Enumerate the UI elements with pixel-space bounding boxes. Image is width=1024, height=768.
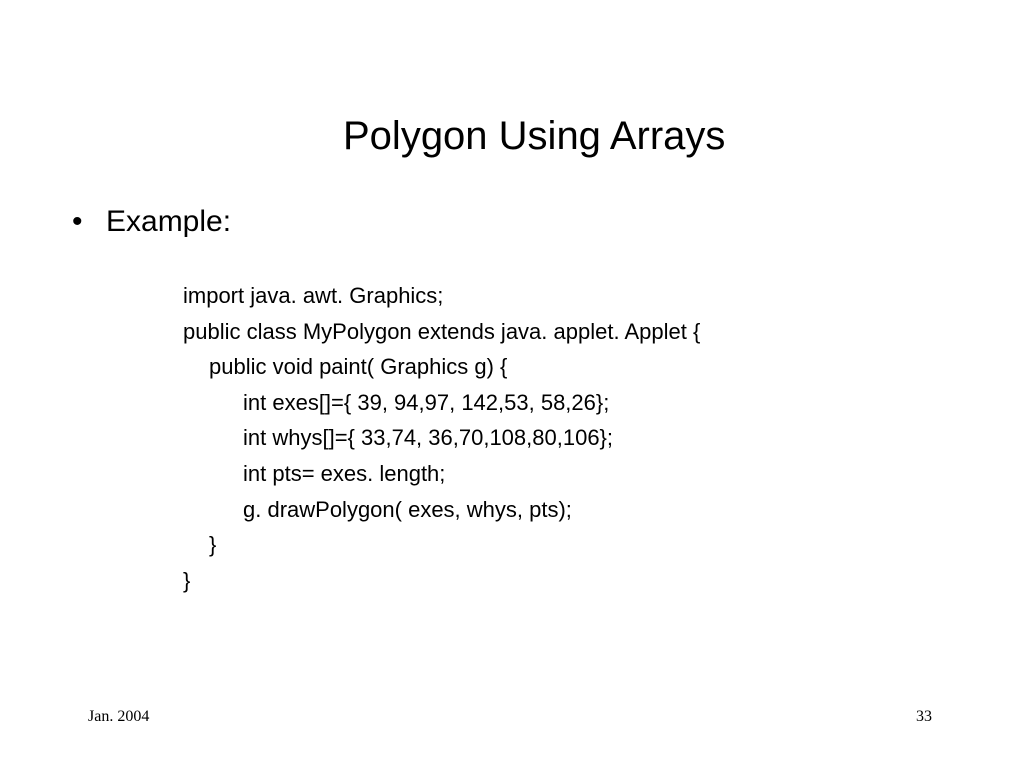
code-line-method-close: } [209,532,217,558]
bullet-item [72,200,231,244]
code-line-method-decl: public void paint( Graphics g) { [209,354,508,380]
footer-date: Jan. 2004 [88,708,150,725]
code-line-class-close: } [183,567,191,593]
code-line-import: import java. awt. Graphics; [183,283,444,308]
slide-title: Polygon Using Arrays [343,114,726,158]
code-line-draw-polygon: g. drawPolygon( exes, whys, pts); [243,496,572,522]
code-block [183,278,700,598]
code-line-class-decl: public class MyPolygon extends java. applet. Applet { [183,318,701,344]
bullet-text: Example: [106,205,232,238]
code-line-pts: int pts= exes. length; [243,460,446,486]
code-line-exes: int exes[]={ 39, 94,97, 142,53, 58,26}; [243,389,610,415]
bullet-marker: • [72,205,83,238]
page-number: 33 [916,708,932,725]
code-line-whys: int whys[]={ 33,74, 36,70,108,80,106}; [243,425,614,451]
